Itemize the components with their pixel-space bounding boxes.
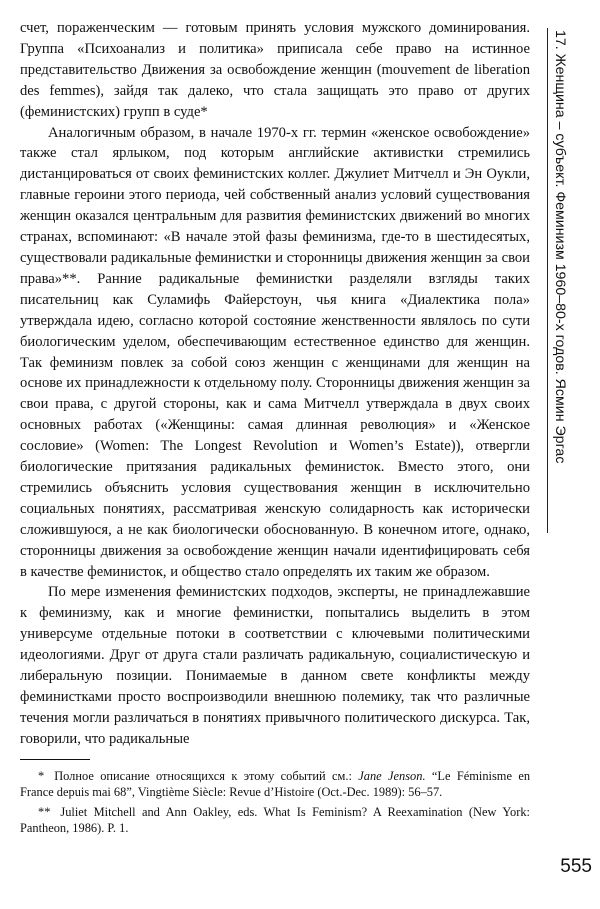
footnote-1-pre: Полное описание относящихся к этому событий см.: (54, 768, 359, 783)
page-number: 555 (560, 856, 592, 877)
footnote-1-author: Jane Jenson. (358, 768, 426, 783)
footnote-2-mark: ** (38, 805, 51, 820)
footnote-1-post: “Le Féminisme en France depuis mai 68”, Vingtième Siècle: Revue d’Histoire (Oct.-Dec. 1989): 56–57. (20, 768, 531, 799)
paragraph-continued: счет, пораженческим — готовым принять условия мужского доминирования. Группа «Психоанализ и политика» приписала себе право на истинное представительство Движения за освобождение женщин (mouvement de liberation des femmes), зайдя так далеко, что стала защищать это право от других (феминистских) групп в суде* (20, 20, 530, 120)
running-head-rule (547, 28, 548, 533)
text-column (20, 18, 530, 841)
footnote-divider (20, 759, 90, 760)
footnote-2 (20, 804, 530, 836)
paragraph-mitchell-oakley: Аналогичным образом, в начале 1970-х гг. термин «женское освобождение» также стал ярлыком, под которым английские активистки стремились дистанцироваться от своих феминистских коллег. Джулиет Митчелл и Эн Оукли, главные героини этого периода, чей собственный анализ условий существования женщин оказался центральным для развития феминистских движений во многих странах, вспоминают: «В начале этой фазы феминизма, где-то в шестидесятых, существовали радикальные феминистки и сторонницы движения женщин за свои права»**. Ранние радикальные феминистки разделяли взгляды таких писательниц как Суламифь Файерстоун, чья книга «Диалектика пола» утверждала идею, согласно которой состояние женственности являлось по сути биологическим уделом, обеспечивающим естественное единство для женщин. Так феминизм повлек за собой союз женщин с женщинами для женщин на основе их принадлежности к отдельному полу. Сторонницы движения женщин за свои права, с другой стороны, как и сама Митчелл утверждала в двух своих основных работах («Женщины: самая длинная революция» и «Женское сословие» (Women: The Longest Revolution и Women’s Estate)), отвергли биологические притязания радикальных феминисток. Вместо этого, они стремились объяснить условия существования женщин в исключительно социальных понятиях, рассматривая женскую солидарность как исторически сложившуюся, а не как биологически обоснованную. В конечном итоге, однако, сторонницы движения за освобождение женщин начали идентифицировать себя в качестве феминисток, и общество стало определять их таким же образом. (20, 124, 530, 580)
running-head: 17. Женщина – субъект. Феминизм 1960–80-х годов. Ясмин Эргас (552, 30, 568, 464)
footnote-2-text: Juliet Mitchell and Ann Oakley, eds. What Is Feminism? A Reexamination (New York: Pantheon, 1986). P. 1. (20, 805, 530, 836)
paragraph-feminist-currents: По мере изменения феминистских подходов, эксперты, не принадлежавшие к феминизму, как и многие феминистки, попытались выделить в этом универсуме отдельные потоки в соответствии с ключевыми политическими идеологиями. Друг от друга стали различать радикальную, социалистическую и либеральную позиции. Понимаемые в данном свете конфликты между феминистками просто воспроизводили внешнюю полемику, так что различные течения могли различаться в понятиях привычного политического дискурса. Так, говорили, что радикальные (20, 584, 530, 747)
footnote-1 (20, 768, 530, 800)
footnote-1-mark: * (38, 768, 45, 783)
body-text (20, 18, 530, 750)
